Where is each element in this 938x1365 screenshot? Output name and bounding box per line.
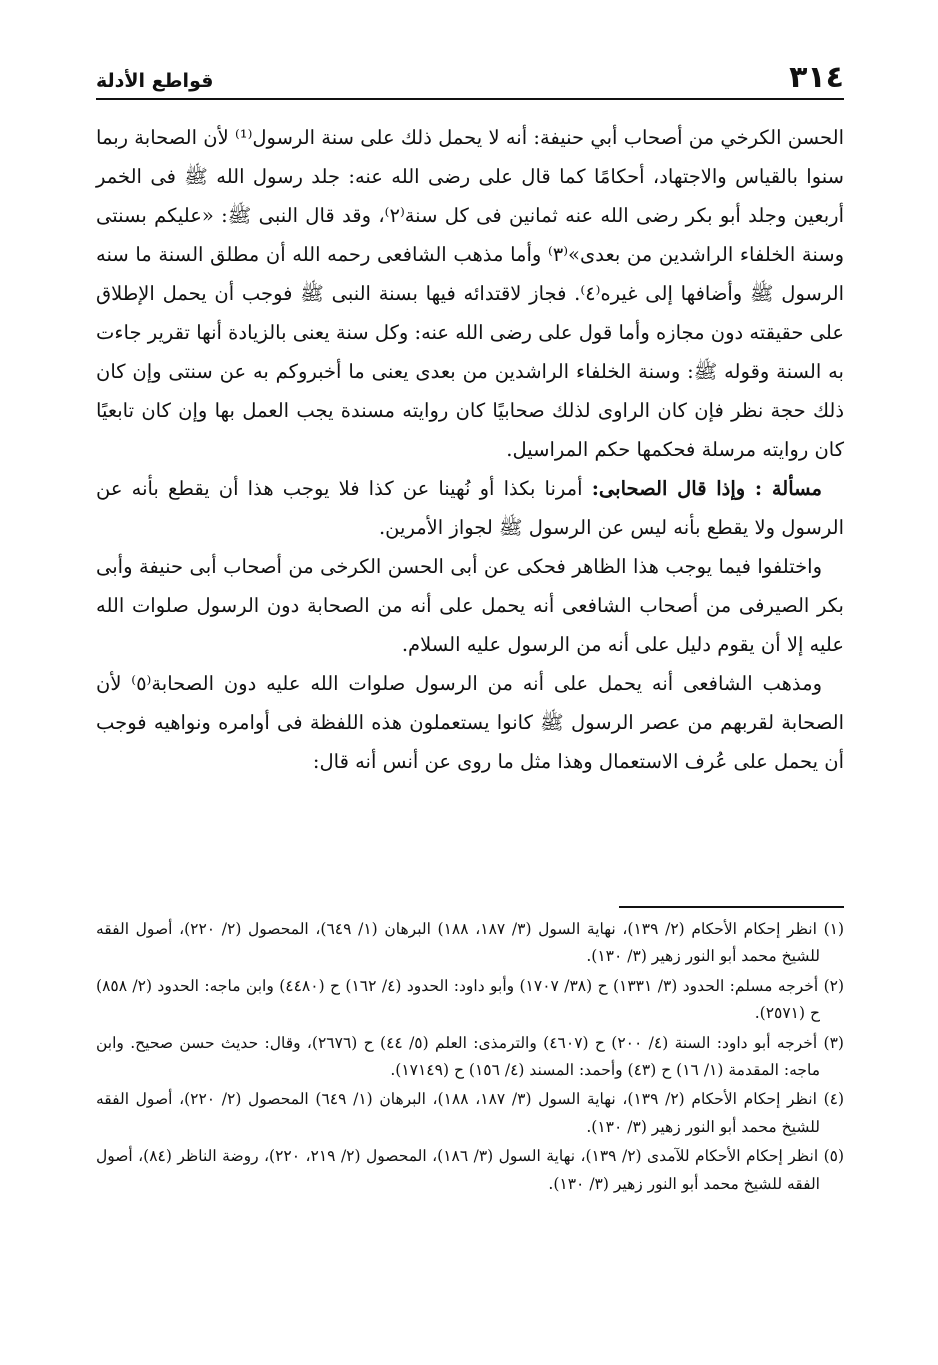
issue-label: مسألة : وإذا قال الصحابى: [591,477,823,500]
issue-text: أمرنا بكذا أو نُهينا عن كذا فلا يوجب هذا أن يقطع بأنه عن الرسول ولا يقطع بأنه ليس عن الرسول ﷺ لجواز الأمرين. [96,477,844,539]
footnotes [96,916,844,1200]
footnote-rule [619,906,844,908]
page-number: ٣١٤ [789,60,844,95]
book-page [96,56,844,1316]
page-header [96,56,844,96]
main-text [96,118,844,781]
footnote-2: (٢) أخرجه مسلم: الحدود (٣/ ١٣٣١) ح (٣٨/ ١٧٠٧) وأبو داود: الحدود (٤/ ١٦٢) ح (٤٤٨٠) وابن ماجه: الحدود (٢/ ٨٥٨) ح (٢٥٧١). [96,976,845,1023]
footnote-3: (٣) أخرجه أبو داود: السنة (٤/ ٢٠٠) ح (٤٦٠٧) والترمذى: العلم (٥/ ٤٤) ح (٢٦٧٦)، وقال: حديث حسن صحيح. وابن ماجه: المقدمة (١/ ١٦) ح (٤٣) وأحمد: المسند (٤/ ١٥٦) ح (١٧١٤٩). [96,1033,844,1080]
paragraph-1: الحسن الكرخي من أصحاب أبي حنيفة: أنه لا يحمل ذلك على سنة الرسول⁽¹⁾ لأن الصحابة ربما سنوا بالقياس والاجتهاد، أحكامًا كما قال على رضى الله عنه: جلد رسول الله ﷺ فى الخمر أربعين وجلد أبو بكر رضى الله عنه ثمانين فى كل سنة⁽٢⁾، وقد قال النبى ﷺ: «عليكم بسنتى وسنة الخلفاء الراشدين من بعدى»⁽٣⁾ وأما مذهب الشافعى رحمه الله أن مطلق السنة ما سنه الرسول ﷺ وأضافها إلى غيره⁽٤⁾. فجاز لاقتدائه فيها بسنة النبى ﷺ فوجب أن يحمل الإطلاق على حقيقته دون مجازه وأما قول على رضى الله عنه: وكل سنة يعنى بالزيادة أنها تقرير جاءت به السنة وقوله ﷺ: وسنة الخلفاء الراشدين من بعدى يعنى ما أخبروكم به عن سنتى وإن كان ذلك حجة نظر فإن كان الراوى لذلك صحابيًا كان روايته مسندة يجب العمل بها وإن كان تابعيًا كان روايته مرسلة فحكمها حكم المراسيل. [96,126,844,461]
footnote-1: (١) انظر إحكام الأحكام (٢/ ١٣٩)، نهاية السول (٣/ ١٨٧، ١٨٨) البرهان (١/ ٦٤٩)، المحصول (٢/ ٢٢٠)، أصول الفقه للشيخ محمد أبو النور زهير (٣/ ١٣٠). [96,920,845,966]
footnote-5: (٥) انظر إحكام الأحكام للآمدى (٢/ ١٣٩)، نهاية السول (٣/ ١٨٦)، المحصول (٢/ ٢١٩، ٢٢٠)، روضة الناظر (٨٤)، أصول الفقه للشيخ محمد أبو النور زهير (٣/ ١٣٠). [96,1147,845,1193]
header-rule [96,98,844,100]
running-title: قواطع الأدلة [96,70,214,92]
paragraph-3: واختلفوا فيما يوجب هذا الظاهر فحكى عن أبى الحسن الكرخى من أصحاب أبى حنيفة وأبى بكر الصيرفى من أصحاب الشافعى أنه يحمل على أنه من الصحابة دون الرسول صلوات الله عليه إلا أن يقوم دليل على أنه من الرسول عليه السلام. [96,555,844,656]
paragraph-4: ومذهب الشافعى أنه يحمل على أنه من الرسول صلوات الله عليه دون الصحابة⁽٥⁾ لأن الصحابة لقربهم من عصر الرسول ﷺ كانوا يستعملون هذه اللفظة فى أوامره ونواهيه فوجب أن يحمل على عُرف الاستعمال وهذا مثل ما روى عن أنس أنه قال: [96,672,844,773]
paragraph-issue [96,469,844,547]
footnote-4: (٤) انظر إحكام الأحكام (٢/ ١٣٩)، نهاية السول (٣/ ١٨٧، ١٨٨)، البرهان (١/ ٦٤٩) المحصول (٢/ ٢٢٠)، أصول الفقه للشيخ محمد أبو النور زهير (٣/ ١٣٠). [96,1090,845,1136]
